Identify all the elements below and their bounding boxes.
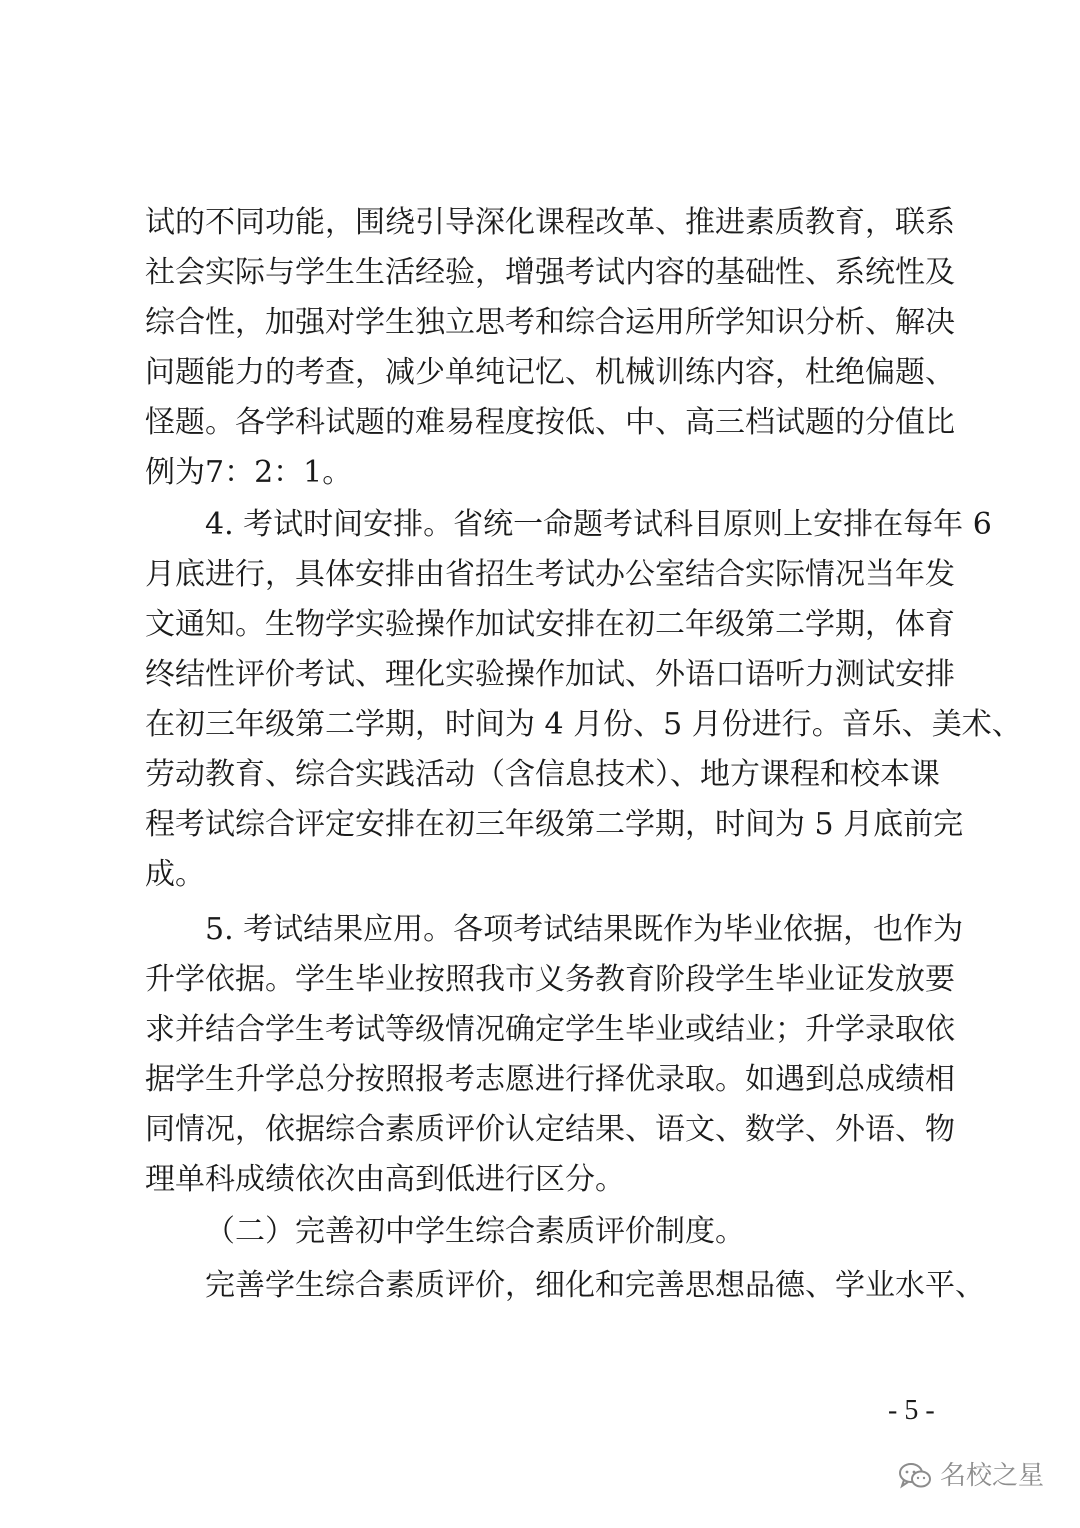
body-line: 升学依据。学生毕业按照我市义务教育阶段学生毕业证发放要 [145,962,955,997]
watermark [898,1456,1044,1496]
body-line: 同情况，依据综合素质评价认定结果、语文、数学、外语、物 [145,1112,955,1147]
body-line: 综合性，加强对学生独立思考和综合运用所学知识分析、解决 [145,305,955,340]
page-number: - 5 - [888,1395,935,1426]
body-line: 终结性评价考试、理化实验操作加试、外语口语听力测试安排 [145,657,955,692]
body-line: 文通知。生物学实验操作加试安排在初二年级第二学期，体育 [145,607,955,642]
body-line: 问题能力的考查，减少单纯记忆、机械训练内容，杜绝偏题、 [145,355,955,390]
subsection-heading: （二）完善初中学生综合素质评价制度。 [205,1214,745,1249]
section-heading-exam-results: 5. 考试结果应用。各项考试结果既作为毕业依据，也作为 [205,912,964,947]
body-line: 例为7：2：1。 [145,455,353,490]
body-line: 在初三年级第二学期，时间为 4 月份、5 月份进行。音乐、美术、 [145,707,1022,742]
watermark-text: 名校之星 [940,1461,1045,1491]
section-heading-exam-schedule: 4. 考试时间安排。省统一命题考试科目原则上安排在每年 6 [205,507,992,542]
body-line: 社会实际与学生生活经验，增强考试内容的基础性、系统性及 [145,255,955,290]
body-line: 据学生升学总分按照报考志愿进行择优录取。如遇到总成绩相 [145,1062,955,1097]
body-line: 怪题。各学科试题的难易程度按低、中、高三档试题的分值比 [145,405,955,440]
body-line: 理单科成绩依次由高到低进行区分。 [145,1162,625,1197]
body-line: 成。 [145,857,205,892]
wechat-icon [898,1461,932,1491]
body-line: 试的不同功能，围绕引导深化课程改革、推进素质教育，联系 [145,205,955,240]
body-line: 劳动教育、综合实践活动（含信息技术）、地方课程和校本课 [145,757,940,792]
body-line: 程考试综合评定安排在初三年级第二学期，时间为 5 月底前完 [145,807,964,842]
body-line: 求并结合学生考试等级情况确定学生毕业或结业；升学录取依 [145,1012,955,1047]
body-line: 月底进行，具体安排由省招生考试办公室结合实际情况当年发 [145,557,955,592]
body-line: 完善学生综合素质评价，细化和完善思想品德、学业水平、 [205,1268,985,1303]
